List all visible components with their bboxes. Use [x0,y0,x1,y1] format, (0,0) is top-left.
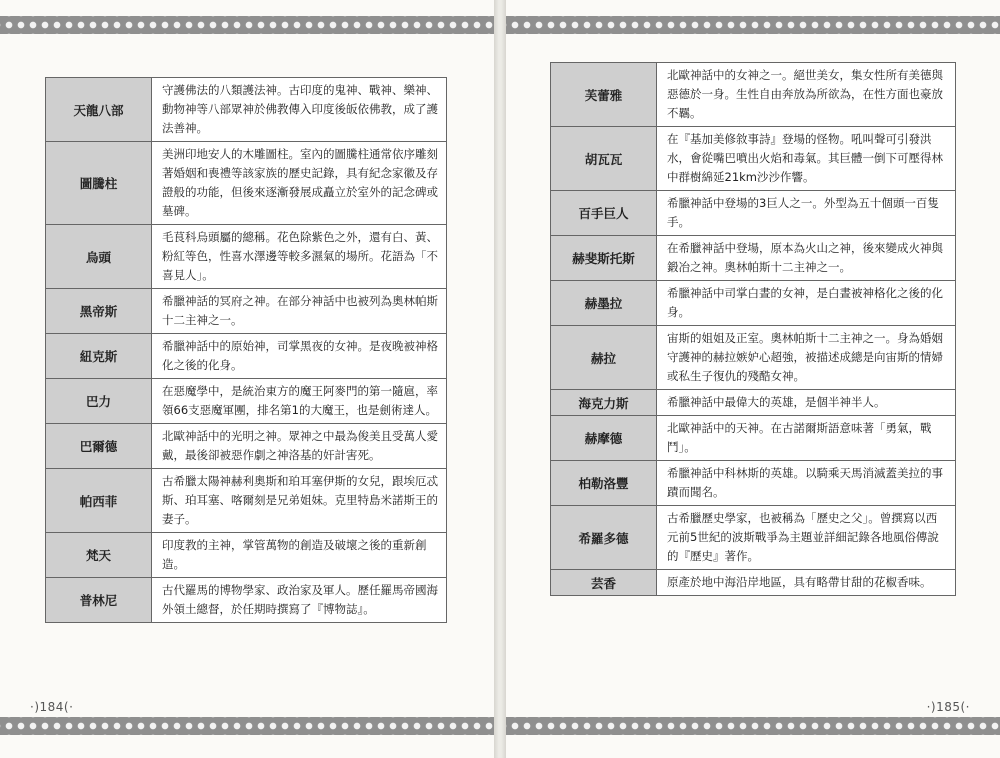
glossary-term: 赫摩德 [551,416,657,461]
glossary-term: 柏勒洛豐 [551,461,657,506]
top-dotted-band [0,16,494,34]
glossary-row [551,570,956,596]
glossary-row [551,461,956,506]
glossary-definition: 古希臘歷史學家，也被稱為「歷史之父」。曾撰寫以西元前5世紀的波斯戰爭為主題並詳細記錄各地風俗傳說的『歷史』著作。 [657,506,956,570]
glossary-definition: 古代羅馬的博物學家、政治家及軍人。歷任羅馬帝國海外領土總督，於任期時撰寫了『博物誌』。 [152,578,447,623]
right-page [506,0,1000,758]
glossary-term: 巴爾德 [46,424,152,469]
glossary-row [46,578,447,623]
glossary-definition: 在希臘神話中登場，原本為火山之神，後來變成火神與鍛冶之神。奧林帕斯十二主神之一。 [657,236,956,281]
glossary-term: 梵天 [46,533,152,578]
book-gutter [494,0,506,758]
glossary-row [46,289,447,334]
glossary-row [551,506,956,570]
glossary-term: 帕西菲 [46,469,152,533]
glossary-row [551,191,956,236]
bottom-dotted-band [0,717,494,735]
glossary-row [46,533,447,578]
glossary-row [551,390,956,416]
glossary-table-right [550,62,956,596]
glossary-table-left [45,77,447,623]
glossary-definition: 北歐神話中的光明之神。眾神之中最為俊美且受萬人愛戴，最後卻被惡作劇之神洛基的奸計害死。 [152,424,447,469]
glossary-definition: 原產於地中海沿岸地區，具有略帶甘甜的花椒香味。 [657,570,956,596]
glossary-row [46,469,447,533]
glossary-term: 百手巨人 [551,191,657,236]
glossary-row [551,127,956,191]
page-number-left: ·)184(· [30,700,74,714]
glossary-term: 胡瓦瓦 [551,127,657,191]
glossary-term: 赫墨拉 [551,281,657,326]
glossary-definition: 希臘神話中的原始神，司掌黑夜的女神。是夜晚被神格化之後的化身。 [152,334,447,379]
glossary-definition: 北歐神話中的天神。在古諾爾斯語意味著「勇氣，戰鬥」。 [657,416,956,461]
glossary-definition: 希臘神話中科林斯的英雄。以騎乘天馬消滅蓋美拉的事蹟而聞名。 [657,461,956,506]
bottom-dotted-band [506,717,1000,735]
glossary-term: 海克力斯 [551,390,657,416]
glossary-term: 赫拉 [551,326,657,390]
glossary-row [551,281,956,326]
glossary-term: 普林尼 [46,578,152,623]
glossary-definition: 古希臘太陽神赫利奧斯和珀耳塞伊斯的女兒，跟埃厄忒斯、珀耳塞、喀爾刻是兄弟姐妹。克里特島米諾斯王的妻子。 [152,469,447,533]
glossary-definition: 希臘神話中司掌白晝的女神，是白晝被神格化之後的化身。 [657,281,956,326]
glossary-row [551,416,956,461]
glossary-row [46,142,447,225]
glossary-row [46,379,447,424]
glossary-term: 芸香 [551,570,657,596]
glossary-term: 希羅多德 [551,506,657,570]
glossary-term: 赫斐斯托斯 [551,236,657,281]
glossary-definition: 在『基加美修敘事詩』登場的怪物。吼叫聲可引發洪水，會從嘴巴噴出火焰和毒氣。其巨體一倒下可壓得林中群樹綿延21km沙沙作響。 [657,127,956,191]
top-dotted-band [506,16,1000,34]
glossary-definition: 希臘神話中最偉大的英雄，是個半神半人。 [657,390,956,416]
glossary-definition: 印度教的主神，掌管萬物的創造及破壞之後的重新創造。 [152,533,447,578]
glossary-row [46,225,447,289]
glossary-definition: 在惡魔學中，是統治東方的魔王阿麥門的第一隨扈，率領66支惡魔軍團，排名第1的大魔王，也是劍術達人。 [152,379,447,424]
glossary-term: 天龍八部 [46,78,152,142]
glossary-row [551,326,956,390]
glossary-term: 圖騰柱 [46,142,152,225]
glossary-definition: 宙斯的姐姐及正室。奧林帕斯十二主神之一。身為婚姻守護神的赫拉嫉妒心超強，被描述成總是向宙斯的情婦或私生子復仇的殘酷女神。 [657,326,956,390]
glossary-row [551,236,956,281]
glossary-definition: 希臘神話的冥府之神。在部分神話中也被列為奧林帕斯十二主神之一。 [152,289,447,334]
glossary-row [46,78,447,142]
glossary-row [551,63,956,127]
glossary-term: 烏頭 [46,225,152,289]
glossary-definition: 北歐神話中的女神之一。絕世美女，集女性所有美德與惡德於一身。生性自由奔放為所欲為，在性方面也豪放不羈。 [657,63,956,127]
left-page [0,0,494,758]
glossary-term: 芙蕾雅 [551,63,657,127]
glossary-row [46,424,447,469]
glossary-term: 黑帝斯 [46,289,152,334]
glossary-row [46,334,447,379]
glossary-term: 紐克斯 [46,334,152,379]
glossary-definition: 美洲印地安人的木雕圖柱。室內的圖騰柱通常依序雕刻著婚姻和喪禮等該家族的歷史記錄，具有紀念家徽及存證般的功能，但後來逐漸發展成矗立於室外的記念碑或墓碑。 [152,142,447,225]
glossary-term: 巴力 [46,379,152,424]
glossary-definition: 守護佛法的八類護法神。古印度的鬼神、戰神、樂神、動物神等八部眾神於佛教傳入印度後皈依佛教，成了護法善神。 [152,78,447,142]
glossary-definition: 毛茛科烏頭屬的總稱。花色除紫色之外，還有白、黃、粉紅等色，性喜水澤邊等較多濕氣的場所。花語為「不喜見人」。 [152,225,447,289]
page-number-right: ·)185(· [926,700,970,714]
glossary-definition: 希臘神話中登場的3巨人之一。外型為五十個頭一百隻手。 [657,191,956,236]
